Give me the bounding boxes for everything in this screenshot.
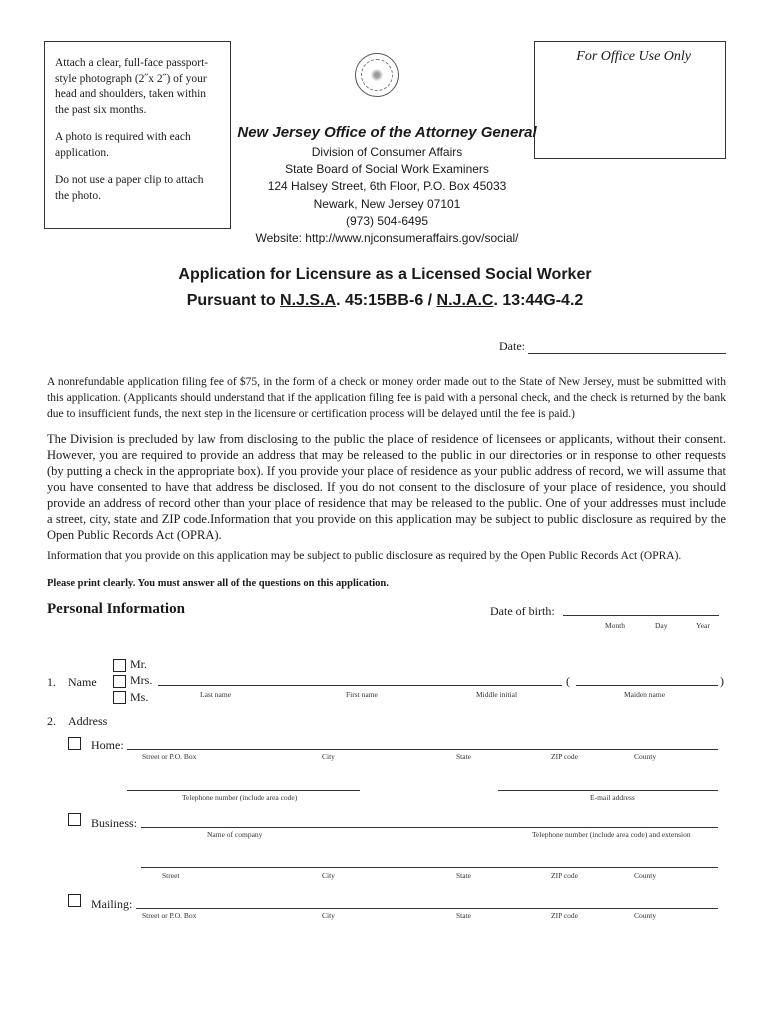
form-subtitle [0, 292, 770, 310]
office-use-box [534, 41, 726, 159]
business-phone-caption: Telephone number (include area code) and extension [532, 830, 691, 839]
home-county-caption: County [634, 752, 657, 761]
dob-year-caption: Year [696, 621, 710, 630]
home-street-caption: Street or P.O. Box [142, 752, 197, 761]
business-company-field[interactable] [141, 827, 718, 828]
business-street-caption: Street [162, 871, 180, 880]
address-label: Address [68, 714, 108, 728]
middle-initial-caption: Middle initial [476, 690, 518, 699]
name-label: Name [68, 675, 97, 689]
home-telephone-field[interactable] [127, 790, 360, 791]
agency-phone: (973) 504-6495 [345, 213, 429, 228]
business-address-checkbox[interactable] [68, 813, 81, 826]
dob-field[interactable] [563, 615, 719, 616]
subtitle-njac: N.J.A.C [436, 292, 494, 309]
subtitle-mid: . 45:15BB-6 / [336, 292, 437, 309]
name-number: 1. [47, 675, 56, 689]
photo-instruction-3: Do not use a paper clip to attach the photo. [55, 174, 204, 202]
business-county-caption: County [634, 871, 657, 880]
dob-day-caption: Day [655, 621, 668, 630]
maiden-name-field[interactable] [576, 685, 718, 686]
mailing-label: Mailing: [91, 897, 133, 911]
email-caption: E-mail address [590, 793, 635, 802]
ms-checkbox[interactable] [113, 691, 126, 704]
agency-name: New Jersey Office of the Attorney General [237, 124, 537, 141]
company-caption: Name of company [207, 830, 263, 839]
date-label: Date: [499, 339, 525, 353]
opra-paragraph: Information that you provide on this application may be subject to public disclosure as required by the Open Public Records Act (OPRA). [47, 550, 682, 562]
subtitle-pursuant: Pursuant to [186, 292, 281, 309]
dob-label: Date of birth: [490, 604, 555, 618]
agency-division: Division of Consumer Affairs [311, 145, 463, 159]
maiden-open-paren: ( [566, 674, 570, 688]
agency-header [232, 124, 542, 247]
home-city-caption: City [322, 752, 335, 761]
fee-paragraph: A nonrefundable application filing fee of $75, in the form of a check or money order made out to the State of New Jersey, must be submitted with this application. (Applicants should understand that if the application filing fee is paid with a personal check, and the check is returned by the bank due to insufficient funds, the next step in the licensure or certification process will be delayed until the fee is paid.) [47, 376, 726, 420]
business-zip-caption: ZIP code [551, 871, 579, 880]
telephone-caption: Telephone number (include area code) [182, 793, 298, 802]
agency-board: State Board of Social Work Examiners [285, 162, 489, 177]
business-city-caption: City [322, 871, 335, 880]
agency-website: Website: http://www.njconsumeraffairs.gov/social/ [255, 231, 519, 246]
mrs-checkbox[interactable] [113, 675, 126, 688]
mr-label: Mr. [130, 657, 148, 671]
mailing-address-checkbox[interactable] [68, 894, 81, 907]
date-field[interactable] [528, 353, 726, 354]
photo-instruction-2: A photo is required with each application. [55, 131, 191, 159]
home-label: Home: [91, 738, 124, 752]
home-address-checkbox[interactable] [68, 737, 81, 750]
mailing-state-caption: State [456, 911, 471, 920]
business-label: Business: [91, 816, 138, 830]
business-state-caption: State [456, 871, 471, 880]
agency-street: 124 Halsey Street, 6th Floor, P.O. Box 45033 [267, 179, 507, 194]
email-field[interactable] [498, 790, 718, 791]
mailing-county-caption: County [634, 911, 657, 920]
address-number: 2. [47, 714, 56, 728]
home-state-caption: State [456, 752, 471, 761]
mailing-address-field[interactable] [136, 908, 718, 909]
dob-month-caption: Month [605, 621, 626, 630]
mailing-street-caption: Street or P.O. Box [142, 911, 197, 920]
photo-instruction-1: Attach a clear, full-face passport-style photograph (2˝x 2˝) of your head and shoulders, taken within the past six months. [55, 57, 209, 116]
photo-instructions-box [44, 41, 231, 229]
subtitle-end: . 13:44G-4.2 [493, 292, 584, 309]
mr-checkbox[interactable] [113, 659, 126, 672]
form-title: Application for Licensure as a Licensed Social Worker [178, 266, 592, 283]
mailing-zip-caption: ZIP code [551, 911, 579, 920]
ms-label: Ms. [130, 690, 149, 704]
subtitle-njsa: N.J.S.A [280, 292, 337, 309]
name-field[interactable] [158, 685, 562, 686]
personal-info-heading: Personal Information [47, 601, 185, 617]
privacy-paragraph: The Division is precluded by law from disclosing to the public the place of residence of licensees or applicants, without their consent. However, you are required to provide an address that may be released to the public in our directories or in response to other requests (by putting a check in the appropriate box). If you provide your place of residence as your public address of record, we will assume that you have consented to have that address be disclosed. If you do not consent to the disclosure of your place of residence, you should provide an address of record other than your place of residence that may be released to the public. One of your addresses must include a street, city, state and ZIP code.Information that you provide on this application may be subject to public disclosure as required by the Open Public Records Act (OPRA). [47, 432, 726, 542]
business-address-field[interactable] [141, 867, 718, 868]
print-instruction: Please print clearly. You must answer all of the questions on this application. [47, 578, 389, 589]
home-zip-caption: ZIP code [551, 752, 579, 761]
mrs-label: Mrs. [130, 673, 153, 687]
last-name-caption: Last name [200, 690, 232, 699]
office-use-label: For Office Use Only [576, 49, 691, 64]
state-seal-icon [355, 53, 399, 97]
maiden-close-paren: ) [720, 674, 724, 688]
agency-city: Newark, New Jersey 07101 [313, 196, 461, 211]
home-address-field[interactable] [127, 749, 718, 750]
maiden-name-caption: Maiden name [624, 690, 666, 699]
first-name-caption: First name [346, 690, 378, 699]
mailing-city-caption: City [322, 911, 335, 920]
